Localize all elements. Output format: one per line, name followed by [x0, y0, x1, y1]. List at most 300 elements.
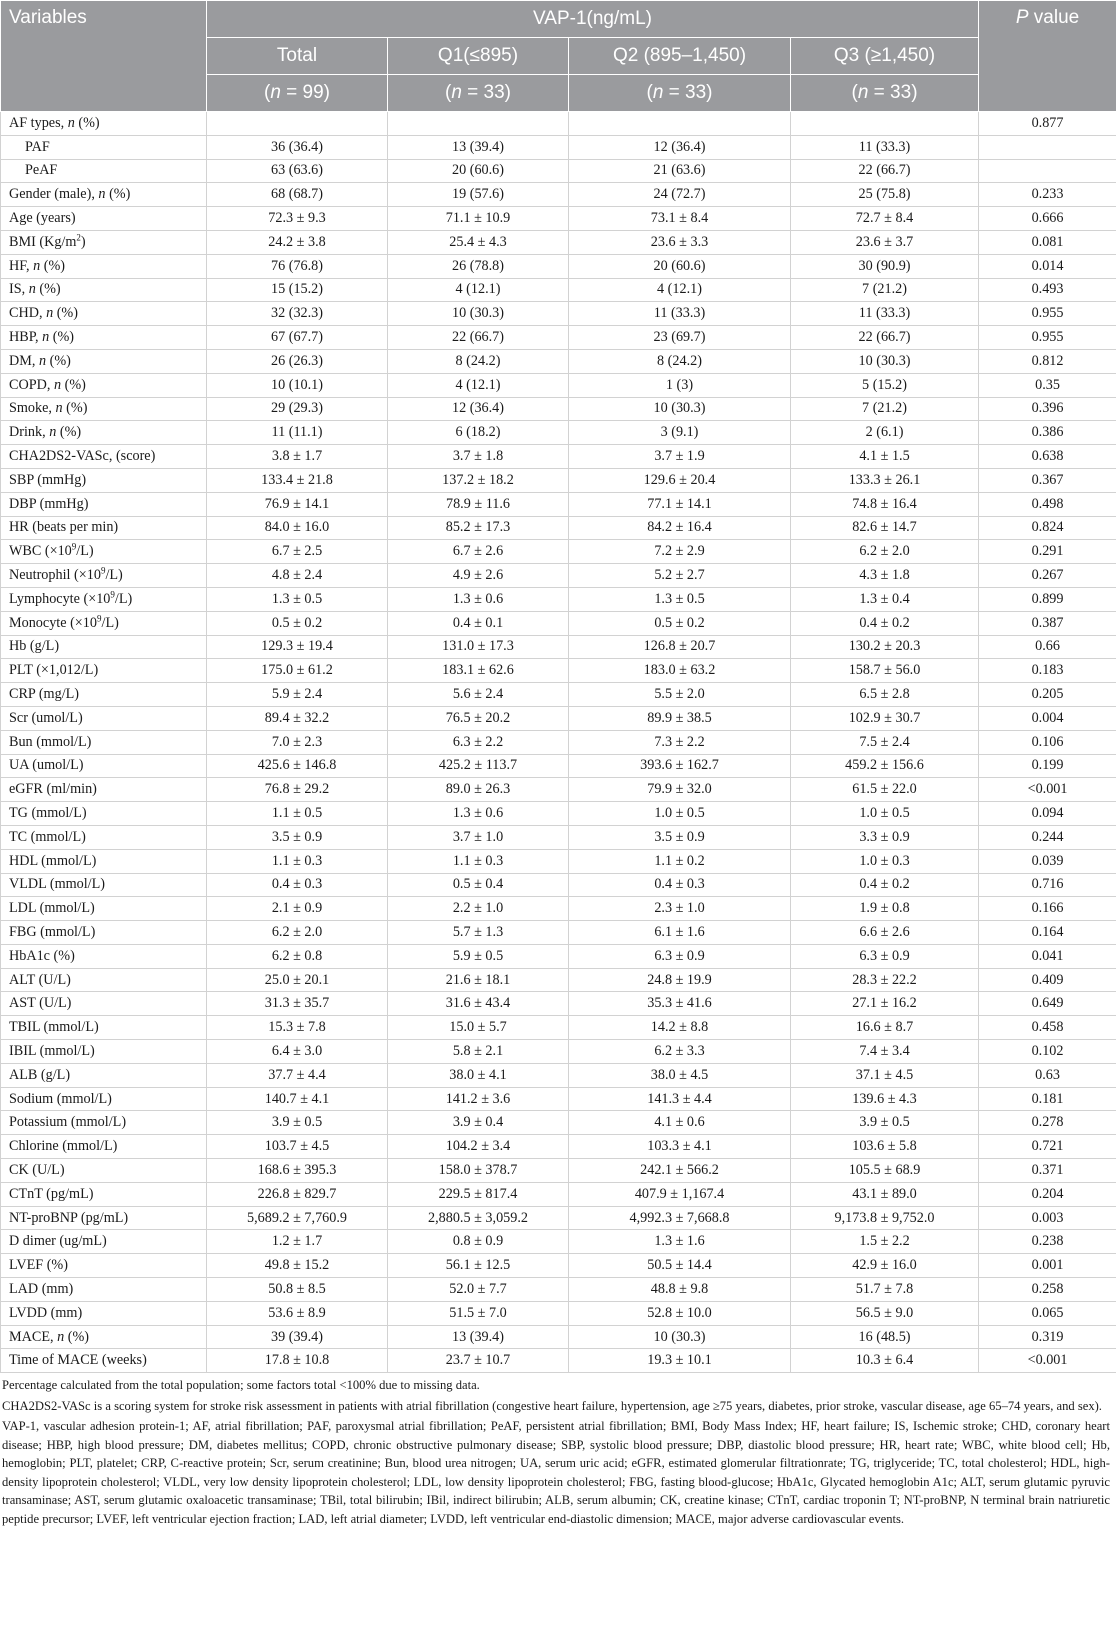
variable-label: Lymphocyte (×10 — [9, 590, 111, 607]
footnote-2: VAP-1, vascular adhesion protein-1; AF, atrial fibrillation; PAF, paroxysmal atrial fibrillation; PeAF, persistent atrial fibrillation; BMI, Body Mass Index; HF, heart failure; IS, Ischemic stroke; CHD, coronary heart disease; HBP, high blood pressure; DM, diabetes mellitus; COPD, chronic obstructive pulmonary disease; SBP, systolic blood pressure; DBP, diastolic blood pressure; HR, heart rate; WBC, white blood cell; Hb, hemoglobin; PLT, platelet; CRP, C-reactive protein; Scr, serum creatinine; Bun, blood urea nitrogen; UA, serum uric acid; eGFR, estimated glomerular filtrationrate; TG, triglyceride; TC, total cholesterol; HDL, high-density lipoprotein cholesterol; VLDL, very low density lipoprotein cholesterol; LDL, low density lipoprotein cholesterol; FBG, fasting blood-glucose; HbA1c, Glycated hemoglobin A1c; ALT, serum glutamic pyruvic transaminase; AST, serum glutamic oxaloacetic transaminase; TBil, total bilirubin; IBil, indirect bilirubin; ALB, serum albumin; CK, creatine kinase; CTnT, cardiac troponin T; NT-proBNP, N terminal brain natriuretic peptide precursor; LVEF, left ventricular ejection fraction; LAD, left atrial diameter; LVDD, left ventricular end-diastolic dimension; MACE, major adverse cardiovascular events. — [2, 1419, 1110, 1526]
header-row-1 — [1, 1, 1116, 38]
variable-cell — [1, 468, 207, 492]
q2-cell: 35.3 ± 41.6 — [569, 992, 791, 1016]
q2-cell: 0.4 ± 0.3 — [569, 873, 791, 897]
variable-label: MACE, — [9, 1328, 58, 1345]
variable-cell — [1, 112, 207, 136]
column-header-3: Q3 (≥1,450) — [791, 38, 979, 75]
q1-cell: 78.9 ± 11.6 — [388, 492, 569, 516]
variable-cell — [1, 1301, 207, 1325]
total-cell: 25.0 ± 20.1 — [207, 968, 388, 992]
variable-cell — [1, 802, 207, 826]
variable-label: AF types, — [9, 114, 68, 131]
p-cell: 0.649 — [979, 992, 1116, 1016]
total-cell: 31.3 ± 35.7 — [207, 992, 388, 1016]
variable-cell — [1, 135, 207, 159]
q1-cell: 23.7 ± 10.7 — [388, 1349, 569, 1373]
total-cell: 50.8 ± 8.5 — [207, 1278, 388, 1302]
variable-cell — [1, 373, 207, 397]
variable-label: TG (mmol/L) — [9, 805, 87, 821]
q2-cell — [569, 112, 791, 136]
variable-cell — [1, 921, 207, 945]
q1-cell: 13 (39.4) — [388, 135, 569, 159]
variable-cell — [1, 1182, 207, 1206]
table-row — [1, 278, 1116, 302]
variable-label: Age (years) — [9, 210, 76, 227]
q1-cell: 5.9 ± 0.5 — [388, 944, 569, 968]
table-row — [1, 706, 1116, 730]
variable-cell — [1, 1349, 207, 1373]
total-cell: 6.7 ± 2.5 — [207, 540, 388, 564]
total-cell: 5,689.2 ± 7,760.9 — [207, 1206, 388, 1230]
q3-cell: 130.2 ± 20.3 — [791, 635, 979, 659]
p-cell: 0.458 — [979, 1016, 1116, 1040]
variable-label: CTnT (pg/mL) — [9, 1185, 94, 1202]
p-cell: 0.183 — [979, 659, 1116, 683]
variable-label-italic: n — [28, 281, 36, 298]
variable-cell — [1, 302, 207, 326]
variable-cell — [1, 278, 207, 302]
q2-cell: 183.0 ± 63.2 — [569, 659, 791, 683]
q1-cell: 10 (30.3) — [388, 302, 569, 326]
total-cell: 6.2 ± 0.8 — [207, 944, 388, 968]
total-cell: 39 (39.4) — [207, 1325, 388, 1349]
table-footnotes — [0, 1376, 1110, 1530]
q1-cell: 4.9 ± 2.6 — [388, 564, 569, 588]
variable-label-suffix: (%) — [53, 305, 78, 322]
variable-cell — [1, 445, 207, 469]
p-cell: 0.899 — [979, 587, 1116, 611]
q1-cell: 3.9 ± 0.4 — [388, 1111, 569, 1135]
q1-cell: 1.3 ± 0.6 — [388, 802, 569, 826]
q3-cell: 10 (30.3) — [791, 349, 979, 373]
p-cell: 0.039 — [979, 849, 1116, 873]
total-cell: 63 (63.6) — [207, 159, 388, 183]
variable-label: Scr (umol/L) — [9, 709, 83, 726]
variable-cell — [1, 1230, 207, 1254]
q2-cell: 1.1 ± 0.2 — [569, 849, 791, 873]
total-cell: 11 (11.1) — [207, 421, 388, 445]
p-cell: 0.387 — [979, 611, 1116, 635]
q2-cell: 24.8 ± 19.9 — [569, 968, 791, 992]
table-row — [1, 873, 1116, 897]
table-row — [1, 635, 1116, 659]
n-italic: n — [857, 82, 869, 103]
variable-label-superscript: 9 — [110, 589, 115, 600]
q3-cell: 2 (6.1) — [791, 421, 979, 445]
p-cell: 0.106 — [979, 730, 1116, 754]
table-row — [1, 540, 1116, 564]
q2-cell: 21 (63.6) — [569, 159, 791, 183]
q3-cell: 7 (21.2) — [791, 278, 979, 302]
q3-cell: 7 (21.2) — [791, 397, 979, 421]
q3-cell: 72.7 ± 8.4 — [791, 207, 979, 231]
total-cell: 24.2 ± 3.8 — [207, 230, 388, 254]
q1-cell: 85.2 ± 17.3 — [388, 516, 569, 540]
table-row — [1, 1087, 1116, 1111]
q1-cell: 4 (12.1) — [388, 373, 569, 397]
q3-cell: 11 (33.3) — [791, 135, 979, 159]
table-row — [1, 659, 1116, 683]
variable-label-italic: n — [98, 186, 106, 203]
variable-label: LDL (mmol/L) — [9, 900, 95, 917]
variable-label-suffix: ) — [80, 233, 86, 250]
table-row — [1, 445, 1116, 469]
footnote-0: Percentage calculated from the total population; some factors total <100% due to missing data. — [2, 1378, 480, 1392]
q3-cell: 61.5 ± 22.0 — [791, 778, 979, 802]
variable-label-suffix: (%) — [64, 1328, 90, 1345]
total-cell: 168.6 ± 395.3 — [207, 1159, 388, 1183]
table-row — [1, 849, 1116, 873]
q1-cell: 0.4 ± 0.1 — [388, 611, 569, 635]
q3-cell: 3.3 ± 0.9 — [791, 825, 979, 849]
table-row — [1, 778, 1116, 802]
variable-cell — [1, 897, 207, 921]
total-cell: 2.1 ± 0.9 — [207, 897, 388, 921]
column-n-header-2 — [569, 75, 791, 112]
variable-cell — [1, 183, 207, 207]
p-cell: 0.181 — [979, 1087, 1116, 1111]
variable-cell — [1, 207, 207, 231]
q3-cell: 105.5 ± 68.9 — [791, 1159, 979, 1183]
variable-cell — [1, 1087, 207, 1111]
table-row — [1, 897, 1116, 921]
total-cell: 3.9 ± 0.5 — [207, 1111, 388, 1135]
variable-label: LAD (mm) — [9, 1280, 74, 1297]
total-cell: 175.0 ± 61.2 — [207, 659, 388, 683]
q3-cell: 16 (48.5) — [791, 1325, 979, 1349]
total-cell: 226.8 ± 829.7 — [207, 1182, 388, 1206]
q2-cell: 73.1 ± 8.4 — [569, 207, 791, 231]
q1-cell: 3.7 ± 1.8 — [388, 445, 569, 469]
variable-label: Hb (g/L) — [9, 638, 60, 655]
variable-cell — [1, 1206, 207, 1230]
p-cell: 0.638 — [979, 445, 1116, 469]
p-cell: 0.63 — [979, 1063, 1116, 1087]
table-header — [1, 1, 1116, 112]
p-cell: 0.004 — [979, 706, 1116, 730]
variable-label: COPD, — [9, 376, 54, 393]
total-cell: 3.8 ± 1.7 — [207, 445, 388, 469]
variable-label: VLDL (mmol/L) — [9, 876, 106, 893]
q1-cell: 25.4 ± 4.3 — [388, 230, 569, 254]
variable-label: HbA1c (%) — [9, 947, 75, 964]
table-row — [1, 921, 1116, 945]
q2-cell: 141.3 ± 4.4 — [569, 1087, 791, 1111]
q3-cell: 30 (90.9) — [791, 254, 979, 278]
variable-cell — [1, 1040, 207, 1064]
p-cell: 0.081 — [979, 230, 1116, 254]
table-row — [1, 326, 1116, 350]
table-row — [1, 802, 1116, 826]
q2-cell: 5.5 ± 2.0 — [569, 683, 791, 707]
variable-cell — [1, 1135, 207, 1159]
variable-label-suffix: (%) — [49, 329, 75, 346]
q1-cell: 0.8 ± 0.9 — [388, 1230, 569, 1254]
p-cell: 0.233 — [979, 183, 1116, 207]
total-cell: 6.4 ± 3.0 — [207, 1040, 388, 1064]
variable-label-superscript: 2 — [76, 232, 81, 243]
table-row — [1, 492, 1116, 516]
q1-cell: 1.3 ± 0.6 — [388, 587, 569, 611]
variable-label: Drink, — [9, 424, 50, 441]
table-row — [1, 230, 1116, 254]
q1-cell: 89.0 ± 26.3 — [388, 778, 569, 802]
variable-cell — [1, 159, 207, 183]
q1-cell: 20 (60.6) — [388, 159, 569, 183]
table-row — [1, 754, 1116, 778]
q3-cell: 7.4 ± 3.4 — [791, 1040, 979, 1064]
total-cell: 84.0 ± 16.0 — [207, 516, 388, 540]
q3-cell: 37.1 ± 4.5 — [791, 1063, 979, 1087]
n-suffix: = 99) — [280, 82, 331, 103]
q1-cell: 3.7 ± 1.0 — [388, 825, 569, 849]
q1-cell: 13 (39.4) — [388, 1325, 569, 1349]
p-cell: 0.367 — [979, 468, 1116, 492]
variable-label: HBP, — [9, 329, 43, 346]
variable-label-superscript: 9 — [100, 565, 106, 576]
variable-label-suffix: (%) — [35, 281, 61, 298]
variable-cell — [1, 992, 207, 1016]
q3-cell: 23.6 ± 3.7 — [791, 230, 979, 254]
table-row — [1, 611, 1116, 635]
variable-label-italic: n — [42, 329, 50, 346]
total-cell: 15 (15.2) — [207, 278, 388, 302]
variable-label: NT-proBNP (pg/mL) — [9, 1209, 129, 1226]
variable-cell — [1, 254, 207, 278]
p-cell: 0.493 — [979, 278, 1116, 302]
q2-cell: 48.8 ± 9.8 — [569, 1278, 791, 1302]
variable-cell — [1, 1278, 207, 1302]
variable-cell — [1, 1111, 207, 1135]
q3-cell: 6.3 ± 0.9 — [791, 944, 979, 968]
q2-cell: 6.3 ± 0.9 — [569, 944, 791, 968]
n-suffix: = 33) — [663, 82, 713, 103]
p-cell: 0.409 — [979, 968, 1116, 992]
variable-label-italic: n — [46, 305, 54, 322]
column-n-header-1 — [388, 75, 569, 112]
q2-cell: 38.0 ± 4.5 — [569, 1063, 791, 1087]
variable-label: HDL (mmol/L) — [9, 852, 97, 869]
p-cell — [979, 135, 1116, 159]
group-header: VAP-1(ng/mL) — [207, 1, 979, 38]
total-cell: 1.3 ± 0.5 — [207, 587, 388, 611]
variable-label: FBG (mmol/L) — [9, 923, 96, 940]
total-cell: 68 (68.7) — [207, 183, 388, 207]
variable-label-suffix: /L) — [114, 590, 133, 607]
variable-label-suffix: /L) — [76, 543, 94, 560]
q2-cell: 1.3 ± 0.5 — [569, 587, 791, 611]
p-cell: <0.001 — [979, 1349, 1116, 1373]
variable-cell — [1, 659, 207, 683]
table-row — [1, 1182, 1116, 1206]
total-cell: 53.6 ± 8.9 — [207, 1301, 388, 1325]
total-cell: 0.4 ± 0.3 — [207, 873, 388, 897]
q2-cell: 3.7 ± 1.9 — [569, 445, 791, 469]
q2-cell: 7.3 ± 2.2 — [569, 730, 791, 754]
q3-cell: 1.9 ± 0.8 — [791, 897, 979, 921]
q3-cell: 10.3 ± 6.4 — [791, 1349, 979, 1373]
variable-label: IS, — [9, 281, 29, 298]
q1-cell: 4 (12.1) — [388, 278, 569, 302]
n-prefix: ( — [646, 82, 653, 103]
q1-cell: 71.1 ± 10.9 — [388, 207, 569, 231]
total-cell: 36 (36.4) — [207, 135, 388, 159]
variable-cell — [1, 611, 207, 635]
total-cell: 129.3 ± 19.4 — [207, 635, 388, 659]
q2-cell: 7.2 ± 2.9 — [569, 540, 791, 564]
column-header-1: Q1(≤895) — [388, 38, 569, 75]
q1-cell: 19 (57.6) — [388, 183, 569, 207]
p-value-italic: P — [1015, 7, 1029, 28]
table-row — [1, 516, 1116, 540]
q1-cell: 22 (66.7) — [388, 326, 569, 350]
total-cell: 17.8 ± 10.8 — [207, 1349, 388, 1373]
variable-cell — [1, 778, 207, 802]
q1-cell: 229.5 ± 817.4 — [388, 1182, 569, 1206]
q2-cell: 5.2 ± 2.7 — [569, 564, 791, 588]
q2-cell: 3.5 ± 0.9 — [569, 825, 791, 849]
q3-cell: 3.9 ± 0.5 — [791, 1111, 979, 1135]
variable-label-italic: n — [33, 257, 41, 274]
total-cell: 140.7 ± 4.1 — [207, 1087, 388, 1111]
q2-cell: 0.5 ± 0.2 — [569, 611, 791, 635]
p-cell: 0.238 — [979, 1230, 1116, 1254]
table-row — [1, 302, 1116, 326]
q1-cell: 183.1 ± 62.6 — [388, 659, 569, 683]
q2-cell: 23 (69.7) — [569, 326, 791, 350]
q3-cell: 103.6 ± 5.8 — [791, 1135, 979, 1159]
variables-header: Variables — [1, 1, 207, 112]
p-cell: 0.094 — [979, 802, 1116, 826]
column-n-header-0 — [207, 75, 388, 112]
variable-cell — [1, 421, 207, 445]
table-row — [1, 1063, 1116, 1087]
q2-cell: 407.9 ± 1,167.4 — [569, 1182, 791, 1206]
variable-label-superscript: 9 — [97, 612, 102, 623]
q2-cell: 11 (33.3) — [569, 302, 791, 326]
n-prefix: ( — [444, 82, 452, 103]
variable-label: PAF — [25, 138, 50, 155]
q2-cell: 19.3 ± 10.1 — [569, 1349, 791, 1373]
variable-label: SBP (mmHg) — [9, 471, 87, 488]
table-row — [1, 373, 1116, 397]
q3-cell: 158.7 ± 56.0 — [791, 659, 979, 683]
variable-label: Smoke, — [9, 400, 56, 417]
variable-cell — [1, 635, 207, 659]
p-cell: 0.955 — [979, 302, 1116, 326]
n-italic: n — [652, 82, 664, 103]
variable-cell — [1, 944, 207, 968]
p-cell: 0.371 — [979, 1159, 1116, 1183]
p-cell: 0.258 — [979, 1278, 1116, 1302]
table-row — [1, 1159, 1116, 1183]
p-cell: 0.267 — [979, 564, 1116, 588]
table-row — [1, 1278, 1116, 1302]
table-row — [1, 1301, 1116, 1325]
q3-cell: 27.1 ± 16.2 — [791, 992, 979, 1016]
q2-cell: 77.1 ± 14.1 — [569, 492, 791, 516]
variable-label: IBIL (mmol/L) — [9, 1042, 95, 1059]
p-value-suffix: value — [1028, 7, 1080, 28]
column-header-0: Total — [207, 38, 388, 75]
table-row — [1, 587, 1116, 611]
variable-cell — [1, 730, 207, 754]
total-cell: 72.3 ± 9.3 — [207, 207, 388, 231]
q1-cell: 6.3 ± 2.2 — [388, 730, 569, 754]
n-suffix: = 33) — [868, 82, 918, 103]
p-cell: 0.204 — [979, 1182, 1116, 1206]
q3-cell: 6.5 ± 2.8 — [791, 683, 979, 707]
p-cell: 0.065 — [979, 1301, 1116, 1325]
q3-cell: 459.2 ± 156.6 — [791, 754, 979, 778]
q3-cell: 6.2 ± 2.0 — [791, 540, 979, 564]
q3-cell: 133.3 ± 26.1 — [791, 468, 979, 492]
q3-cell: 25 (75.8) — [791, 183, 979, 207]
p-cell: 0.166 — [979, 897, 1116, 921]
variable-label: CK (U/L) — [9, 1161, 65, 1178]
variable-label: PLT (×1,012/L) — [9, 662, 99, 679]
p-cell: 0.041 — [979, 944, 1116, 968]
variable-cell — [1, 540, 207, 564]
n-suffix: = 33) — [461, 82, 512, 103]
p-cell: 0.001 — [979, 1254, 1116, 1278]
table-row — [1, 254, 1116, 278]
variable-cell — [1, 492, 207, 516]
variable-label: CHD, — [9, 305, 47, 322]
q3-cell: 0.4 ± 0.2 — [791, 611, 979, 635]
q2-cell: 4 (12.1) — [569, 278, 791, 302]
n-italic: n — [270, 82, 281, 103]
q3-cell: 42.9 ± 16.0 — [791, 1254, 979, 1278]
p-cell: <0.001 — [979, 778, 1116, 802]
total-cell: 0.5 ± 0.2 — [207, 611, 388, 635]
p-cell: 0.278 — [979, 1111, 1116, 1135]
variable-label-suffix: (%) — [40, 257, 66, 274]
q1-cell: 26 (78.8) — [388, 254, 569, 278]
q1-cell: 21.6 ± 18.1 — [388, 968, 569, 992]
q2-cell: 20 (60.6) — [569, 254, 791, 278]
total-cell: 15.3 ± 7.8 — [207, 1016, 388, 1040]
table-row — [1, 112, 1116, 136]
q2-cell: 89.9 ± 38.5 — [569, 706, 791, 730]
q2-cell: 23.6 ± 3.3 — [569, 230, 791, 254]
q1-cell: 5.7 ± 1.3 — [388, 921, 569, 945]
q3-cell: 82.6 ± 14.7 — [791, 516, 979, 540]
p-cell — [979, 159, 1116, 183]
q1-cell: 5.8 ± 2.1 — [388, 1040, 569, 1064]
variable-cell — [1, 849, 207, 873]
table-row — [1, 349, 1116, 373]
table-row — [1, 968, 1116, 992]
table-row — [1, 135, 1116, 159]
table-row — [1, 1016, 1116, 1040]
total-cell: 26 (26.3) — [207, 349, 388, 373]
q1-cell: 6.7 ± 2.6 — [388, 540, 569, 564]
total-cell: 76 (76.8) — [207, 254, 388, 278]
q3-cell: 1.3 ± 0.4 — [791, 587, 979, 611]
q3-cell: 5 (15.2) — [791, 373, 979, 397]
total-cell: 6.2 ± 2.0 — [207, 921, 388, 945]
p-cell: 0.396 — [979, 397, 1116, 421]
p-cell: 0.244 — [979, 825, 1116, 849]
variable-label: Chlorine (mmol/L) — [9, 1138, 118, 1155]
variable-cell — [1, 1159, 207, 1183]
total-cell: 29 (29.3) — [207, 397, 388, 421]
total-cell: 1.2 ± 1.7 — [207, 1230, 388, 1254]
q1-cell: 15.0 ± 5.7 — [388, 1016, 569, 1040]
total-cell: 76.9 ± 14.1 — [207, 492, 388, 516]
